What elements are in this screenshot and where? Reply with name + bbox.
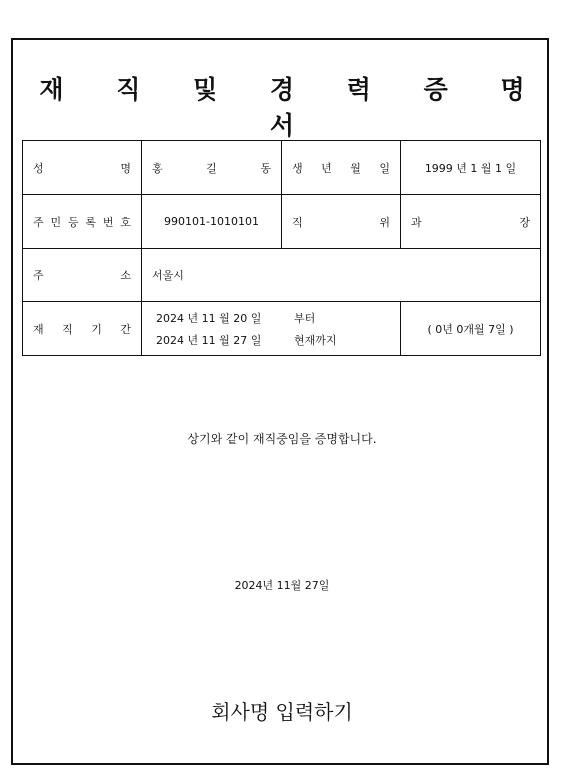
birth-value: 1999 년 1 월 1 일	[401, 141, 541, 195]
period-start-suffix: 부터	[294, 311, 316, 325]
value-char: 동	[260, 161, 271, 175]
info-table	[22, 140, 541, 356]
label-char: 등	[67, 215, 79, 229]
birth-label	[282, 141, 401, 195]
label-char: 일	[379, 161, 390, 175]
label-char: 번	[102, 215, 114, 229]
name-label	[23, 141, 142, 195]
period-end-line	[156, 329, 390, 351]
label-char: 직	[62, 322, 73, 336]
label-char: 직	[292, 215, 303, 229]
table-row	[23, 141, 541, 195]
value-char: 길	[206, 161, 217, 175]
period-start-line	[156, 307, 390, 329]
label-char: 기	[91, 322, 102, 336]
address-value: 서울시	[142, 249, 541, 302]
label-char: 호	[120, 215, 131, 229]
name-value	[142, 141, 282, 195]
period-dates	[142, 302, 401, 356]
issue-date: 2024년 11월 27일	[234, 579, 330, 592]
position-value	[401, 195, 541, 249]
period-label	[23, 302, 142, 356]
document-title: 재 직 및 경 력 증 명 서	[39, 75, 547, 140]
table-row	[23, 249, 541, 302]
label-char: 명	[120, 161, 131, 175]
label-char: 월	[350, 161, 361, 175]
position-label	[282, 195, 401, 249]
certification-statement: 상기와 같이 재직중임을 증명합니다.	[187, 432, 377, 446]
label-char: 록	[85, 215, 97, 229]
value-char: 홍	[152, 161, 163, 175]
label-char: 간	[120, 322, 131, 336]
company-name: 회사명 입력하기	[211, 700, 353, 724]
period-end-suffix: 현재까지	[294, 333, 337, 347]
resident-id-label	[23, 195, 142, 249]
address-label	[23, 249, 142, 302]
label-char: 년	[321, 161, 332, 175]
value-char: 장	[519, 215, 530, 229]
period-duration: ( 0년 0개월 7일 )	[401, 302, 541, 356]
label-char: 위	[379, 215, 390, 229]
label-char: 성	[33, 161, 44, 175]
label-char: 주	[33, 269, 44, 282]
table-row	[23, 302, 541, 356]
label-char: 생	[292, 161, 303, 175]
label-char: 소	[120, 269, 131, 282]
label-char: 재	[33, 322, 44, 336]
table-row	[23, 195, 541, 249]
resident-id-value: 990101-1010101	[142, 195, 282, 249]
period-end-date: 2024 년 11 월 27 일	[156, 333, 262, 347]
label-char: 주	[33, 215, 44, 229]
label-char: 민	[50, 215, 62, 229]
period-start-date: 2024 년 11 월 20 일	[156, 311, 262, 325]
value-char: 과	[411, 215, 422, 229]
